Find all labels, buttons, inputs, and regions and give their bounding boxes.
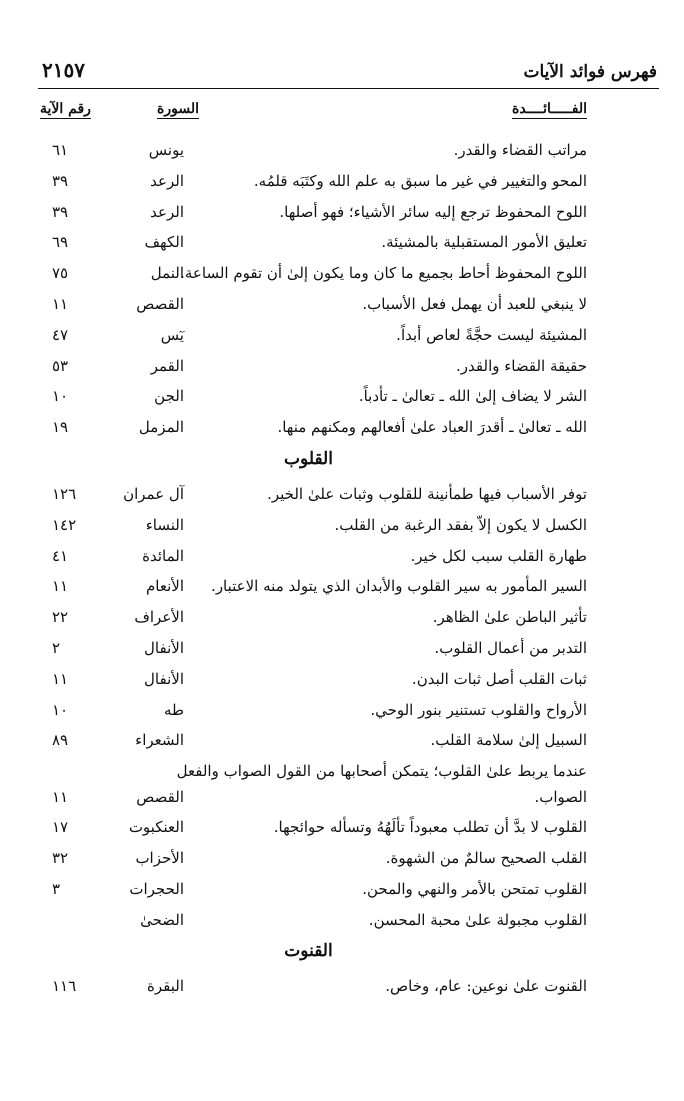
benefit-text: القلوب مجبولة علىٰ محبة المحسن.: [368, 910, 587, 929]
verse-number: ١٠: [52, 387, 69, 406]
surah-name: الضحىٰ: [140, 910, 184, 929]
page-number: ٢١٥٧: [42, 58, 85, 82]
index-row: [38, 600, 659, 631]
verse-number: ٣: [52, 879, 61, 898]
running-title: فهرس فوائد الآيات: [523, 62, 657, 82]
benefit-text: عندما يربط علىٰ القلوب؛ يتمكن أصحابها من القول الصواب والفعل الصواب.: [176, 762, 587, 807]
column-headers: [38, 89, 659, 133]
surah-name: العنكبوت: [128, 818, 184, 837]
surah-name: الكهف: [144, 233, 184, 252]
benefit-text: المشيئة ليست حجَّةً لعاص أبداً.: [396, 325, 587, 344]
benefit-text: الله ـ تعالىٰ ـ أقدرَ العباد علىٰ أفعالهم ومكنهم منها.: [277, 418, 587, 437]
verse-number: ٣٩: [52, 202, 69, 221]
surah-column-header: السورة: [157, 101, 199, 117]
index-row: [38, 872, 659, 903]
verse-number: ٣٩: [52, 171, 69, 190]
benefit-text: توفر الأسباب فيها طمأنينة للقلوب وثبات علىٰ الخير.: [267, 484, 587, 503]
verse-number: ٢٢: [52, 608, 69, 627]
verse-number: ١٠: [52, 700, 69, 719]
benefit-text: طهارة القلب سبب لكل خير.: [410, 546, 587, 565]
benefit-column-header: الفـــــائــــدة: [512, 101, 587, 117]
index-row: [38, 969, 659, 1000]
verse-number: ٨٩: [52, 731, 69, 750]
index-row: [38, 662, 659, 693]
surah-name: النساء: [145, 515, 184, 534]
verse-number: ١١: [52, 788, 69, 807]
verse-number: ١١: [52, 294, 69, 313]
benefit-text: القلب الصحيح سالمٌ من الشهوة.: [385, 848, 587, 867]
verse-number: ٦٩: [52, 233, 69, 252]
index-row: [38, 256, 659, 287]
verse-number: ١٩: [52, 418, 69, 437]
index-page: [38, 58, 659, 1101]
verse-number: ١١: [52, 577, 69, 596]
surah-name: الرعد: [150, 171, 184, 190]
benefit-text: تعليق الأمور المستقبلية بالمشيئة.: [381, 233, 587, 252]
verse-number: ١٧: [52, 818, 69, 837]
benefit-text: السير المأمور به سير القلوب والأبدان الذي يتولد منه الاعتبار.: [211, 577, 587, 596]
surah-name: الأنفال: [144, 669, 184, 688]
verse-number: ١١: [52, 669, 69, 688]
running-head: [38, 58, 659, 89]
section-title: القلوب: [284, 448, 333, 469]
benefit-text: السبيل إلىٰ سلامة القلب.: [430, 731, 587, 750]
surah-name: الأحزاب: [135, 848, 184, 867]
surah-name: القصص: [136, 788, 184, 807]
surah-name: القصص: [136, 294, 184, 313]
surah-name: يٓس: [160, 325, 184, 344]
benefit-text: الأرواح والقلوب تستنير بنور الوحي.: [370, 700, 587, 719]
benefit-text: الكسل لا يكون إلاّ بفقد الرغبة من القلب.: [334, 515, 587, 534]
verse-number: ١٢٦: [52, 484, 77, 503]
index-row: [38, 569, 659, 600]
surah-name: البقرة: [147, 977, 184, 996]
surah-name: الجن: [154, 387, 184, 406]
surah-name: النمل: [150, 264, 184, 283]
surah-name: الشعراء: [135, 731, 184, 750]
index-row: [38, 693, 659, 724]
surah-name: المائدة: [142, 546, 184, 565]
benefit-text: حقيقة القضاء والقدر.: [456, 356, 587, 375]
verse-number: ٤١: [52, 546, 69, 565]
index-row: [38, 164, 659, 195]
surah-name: يونس: [148, 141, 184, 159]
benefit-text: المحو والتغيير في غير ما سبق به علم الله وكتَبَه قلمُه.: [253, 171, 587, 190]
verse-number: ٥٣: [52, 356, 69, 375]
verse-column-header: رقم الآية: [40, 101, 91, 117]
index-row: [38, 810, 659, 841]
index-row: [38, 631, 659, 662]
surah-name: الأعراف: [134, 608, 184, 627]
benefit-text: ثبات القلب أصل ثبات البدن.: [411, 669, 587, 688]
benefit-text: مراتب القضاء والقدر.: [453, 141, 587, 159]
surah-name: الأنفال: [144, 638, 184, 657]
index-row: [38, 723, 659, 754]
benefit-text: القلوب تمتحن بالأمر والنهي والمحن.: [362, 879, 587, 898]
index-row: [38, 841, 659, 872]
index-row: [38, 539, 659, 570]
surah-name: الرعد: [150, 202, 184, 221]
benefit-text: اللوح المحفوظ أحاط بجميع ما كان وما يكون إلىٰ أن تقوم الساعة.: [180, 264, 587, 283]
index-rows: [38, 133, 659, 1000]
verse-number: ٦١: [52, 141, 69, 159]
surah-name: القمر: [150, 356, 184, 375]
index-row: [38, 287, 659, 318]
verse-number: ٤٧: [52, 325, 69, 344]
index-row: [38, 133, 659, 164]
index-row: [38, 508, 659, 539]
verse-number: ١٤٢: [52, 515, 77, 534]
section-title: القنوت: [284, 941, 333, 962]
verse-number: ٣٢: [52, 848, 69, 867]
surah-name: الحجرات: [129, 879, 184, 898]
index-row: [38, 225, 659, 256]
surah-name: الأنعام: [146, 577, 184, 596]
index-row: [38, 754, 659, 810]
index-row: [38, 318, 659, 349]
benefit-text: تأثير الباطن علىٰ الظاهر.: [432, 608, 587, 627]
benefit-text: التدبر من أعمال القلوب.: [434, 638, 587, 657]
index-row: [38, 410, 659, 441]
surah-name: طه: [164, 700, 184, 719]
benefit-text: القلوب لا بدَّ أن تطلب معبوداً تألَهُهُ وتسأله حوائجها.: [273, 818, 587, 837]
benefit-text: الشر لا يضاف إلىٰ الله ـ تعالىٰ ـ تأدباً.: [358, 387, 587, 406]
benefit-text: لا ينبغي للعبد أن يهمل فعل الأسباب.: [362, 294, 587, 313]
verse-number: ١١٦: [52, 977, 77, 996]
surah-name: آل عمران: [123, 484, 184, 503]
index-row: [38, 903, 659, 934]
index-row: [38, 349, 659, 380]
benefit-text: اللوح المحفوظ ترجع إليه سائر الأشياء؛ فهو أصلها.: [279, 202, 587, 221]
index-row: [38, 379, 659, 410]
index-row: [38, 195, 659, 226]
benefit-text: القنوت علىٰ نوعين: عام، وخاص.: [385, 977, 587, 996]
verse-number: ٧٥: [52, 264, 69, 283]
verse-number: ٢: [52, 638, 61, 657]
surah-name: المزمل: [138, 418, 184, 437]
index-row: [38, 477, 659, 508]
